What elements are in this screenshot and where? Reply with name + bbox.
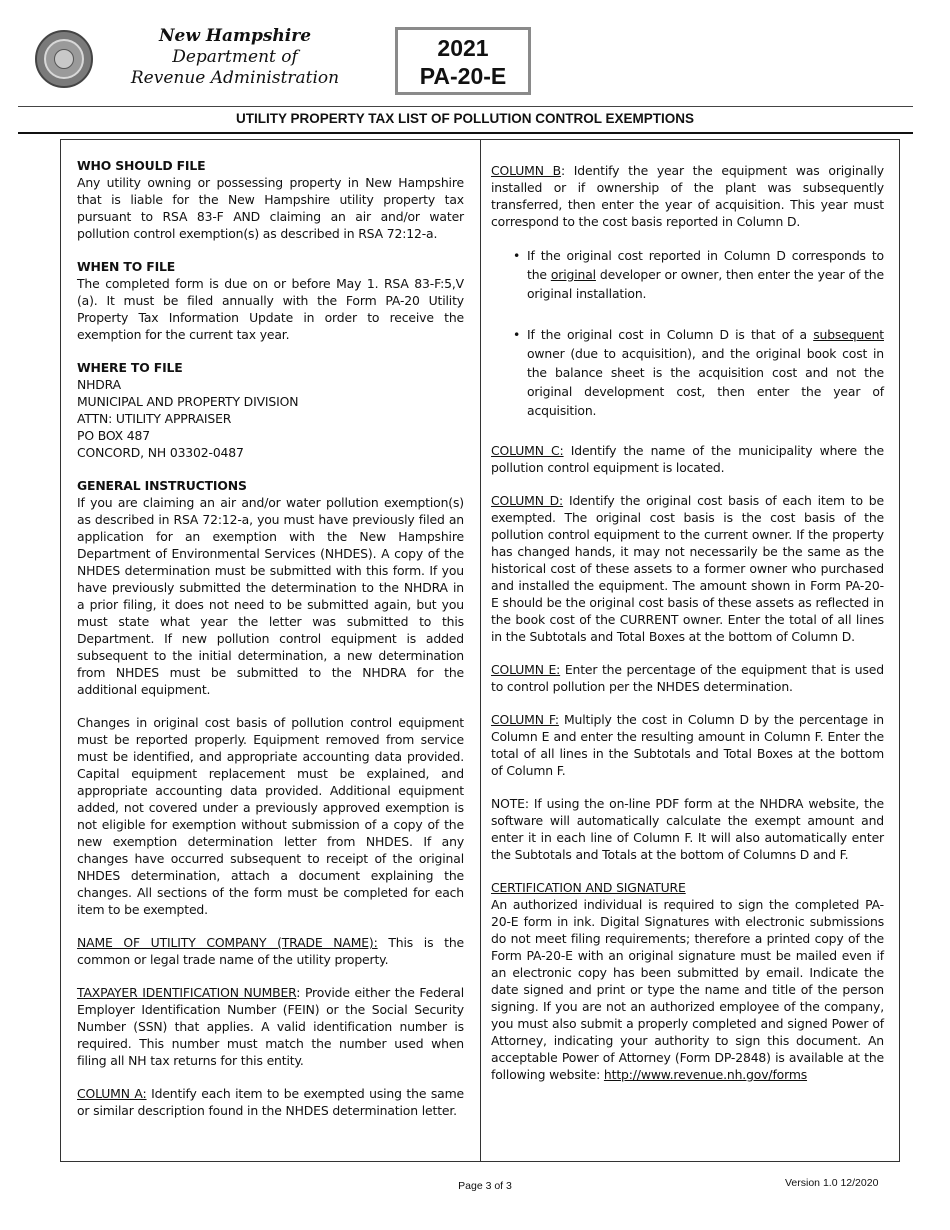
column-d-label: COLUMN D: (491, 493, 564, 508)
tin-instruction (77, 984, 464, 1069)
tin-text: : Provide either the Federal Employer Identification Number (FEIN) or the Social Security Number (SSN) that applies. A valid identification number is required. This number must match the number used when filing all NH tax returns for this entity. (77, 985, 464, 1068)
who-text: Any utility owning or possessing property in New Hampshire that is liable for the New Hampshire utility property tax pursuant to RSA 83-F AND claiming an air and/or water pollution control exemption(s) as described in RSA 72:12-a. (77, 175, 464, 241)
state-seal-icon (35, 30, 93, 88)
column-d-instruction (491, 492, 884, 645)
column-f-text: Multiply the cost in Column D by the percentage in Column E and enter the resulting amount in Column F. Enter the total of all lines in the Subtotals and Total Boxes at the bottom of Column F. (491, 712, 884, 778)
certification-heading: CERTIFICATION AND SIGNATURE (491, 880, 686, 895)
form-number: PA-20-E (419, 63, 507, 89)
agency-line-3: Revenue Administration (130, 68, 340, 88)
when-text: The completed form is due on or before May 1. RSA 83-F:5,V (a). It must be filed annually with the Form PA-20 Utility Property Tax Information Update in order to receive the exemption for the current tax year. (77, 276, 464, 342)
page-number: Page 3 of 3 (458, 1180, 512, 1192)
column-f-label: COLUMN F: (491, 712, 559, 727)
tin-label: TAXPAYER IDENTIFICATION NUMBER (77, 985, 297, 1000)
form-id-box (395, 27, 531, 95)
address-line: CONCORD, NH 03302-0487 (77, 445, 244, 460)
agency-line-2: Department of (172, 47, 298, 67)
column-b-text: : Identify the year the equipment was originally installed or if ownership of the plant was subsequently transferred, then enter the year of acquisition. This year must correspond to the cost basis reported in Column D. (491, 163, 884, 229)
column-d-text: Identify the original cost basis of each item to be exempted. The original cost basis is the cost basis of the pollution control equipment to the current owner. If the property has changed hands, it may not necessarily be the same as the historical cost of these assets to a former owner who purchased and installed the equipment. The amount shown in Form PA-20-E should be the original cost basis of these assets as reflected in the book cost of the CURRENT owner. Enter the total of all lines in the Subtotals and Total Boxes at the bottom of Column D. (491, 493, 884, 644)
address-line: ATTN: UTILITY APPRAISER (77, 411, 232, 426)
where-heading: WHERE TO FILE (77, 360, 183, 375)
form-year: 2021 (437, 35, 489, 61)
note-text: NOTE: If using the on-line PDF form at the NHDRA website, the software will automatically calculate the exempt amount and enter it in each line of Column F. It will also automatically enter the Subtotals and Totals at the bottom of Columns D and F. (491, 796, 884, 862)
general-text-1: If you are claiming an air and/or water pollution exemption(s) as described in RSA 72:12-a, you must have previously filed an application for an exemption with the New Hampshire Department of Environmental Services (NHDES). A copy of the NHDES determination must be submitted with this form. If you have previously submitted the determination to the NHDRA in a prior filing, it does not need to be submitted again, but you must state what year the letter was submitted to this Department. If new pollution control equipment is added subsequent to the initial determination, a new determination from NHDES must be submitted to the NHDRA for the additional equipment. (77, 495, 464, 697)
column-b-bullets (491, 246, 884, 420)
agency-name (125, 26, 345, 89)
list-item (527, 246, 884, 303)
forms-website-link[interactable]: http://www.revenue.nh.gov/forms (603, 1067, 808, 1082)
version-label: Version 1.0 12/2020 (785, 1177, 879, 1189)
utility-name-label: NAME OF UTILITY COMPANY (TRADE NAME): (77, 935, 378, 950)
general-heading: GENERAL INSTRUCTIONS (77, 478, 247, 493)
agency-line-1: New Hampshire (158, 26, 312, 46)
utility-name-text: This is the common or legal trade name of the utility property. (77, 935, 464, 967)
address-line: MUNICIPAL AND PROPERTY DIVISION (77, 394, 299, 409)
header-rule-bottom (18, 132, 913, 134)
column-e-label: COLUMN E: (491, 662, 561, 677)
bullet-emphasis: subsequent (813, 327, 884, 342)
column-b-instruction (491, 162, 884, 230)
certification-body: An authorized individual is required to sign the completed PA-20-E form in ink. Digital Signatures with electronic submissions do not meet filing requirements; therefore a printed copy of the Form PA-20-E with an original signature must be mailed even if an electronic copy has been submitted by email. Indicate the date signed and print or type the name and title of the person signing. If you are not an authorized employee of the company, you must also submit a properly completed and signed Power of Attorney, indicating your authority to sign this document. An acceptable Power of Attorney (Form DP-2848) is available at the following website: (491, 897, 884, 1082)
column-a-instruction (77, 1085, 464, 1119)
certification-text (491, 896, 884, 1083)
who-heading: WHO SHOULD FILE (77, 158, 206, 173)
bullet-text: If the original cost reported in Column D corresponds to the (527, 248, 884, 282)
bullet-text: developer or owner, then enter the year of the original installation. (527, 267, 884, 301)
bullet-text: If the original cost in Column D is that of a (527, 327, 814, 342)
page-title: UTILITY PROPERTY TAX LIST OF POLLUTION CONTROL EXEMPTIONS (235, 111, 695, 126)
column-divider (480, 139, 481, 1162)
column-f-instruction (491, 711, 884, 779)
header-rule-top (18, 106, 913, 107)
column-e-text: Enter the percentage of the equipment that is used to control pollution per the NHDES determination. (491, 662, 884, 694)
column-c-text: Identify the name of the municipality where the pollution control equipment is located. (491, 443, 884, 475)
right-column (491, 162, 884, 1083)
list-item (527, 325, 884, 420)
column-c-instruction (491, 442, 884, 476)
column-c-label: COLUMN C: (491, 443, 564, 458)
column-b-label: COLUMN B (491, 163, 561, 178)
general-text-2: Changes in original cost basis of pollution control equipment must be reported properly. Equipment removed from service must be identified, and appropriate accounting data provided. Capital equipment replacement must be explained, and appropriate accounting data provided. Additional equipment added, not covered under a previously approved exemption is not eligible for exemption without submission of a copy of the new exemption determination letter from NHDES. If any changes have occurred subsequent to receipt of the original NHDES determination, attach a document explaining the changes. All sections of the form must be completed for each item to be exempted. (77, 715, 464, 917)
address-line: NHDRA (77, 377, 121, 392)
mailing-address (77, 376, 464, 461)
left-column (77, 157, 464, 1135)
address-line: PO BOX 487 (77, 428, 150, 443)
column-a-text: Identify each item to be exempted using the same or similar description found in the NHDES determination letter. (77, 1086, 465, 1118)
column-e-instruction (491, 661, 884, 695)
bullet-emphasis: original (550, 267, 596, 282)
utility-name-instruction (77, 934, 464, 968)
column-a-label: COLUMN A: (77, 1086, 147, 1101)
when-heading: WHEN TO FILE (77, 259, 176, 274)
certification-section (491, 879, 884, 1083)
bullet-text: owner (due to acquisition), and the original book cost in the balance sheet is the acquisition cost and not the original development cost, then enter the year of acquisition. (527, 346, 884, 418)
